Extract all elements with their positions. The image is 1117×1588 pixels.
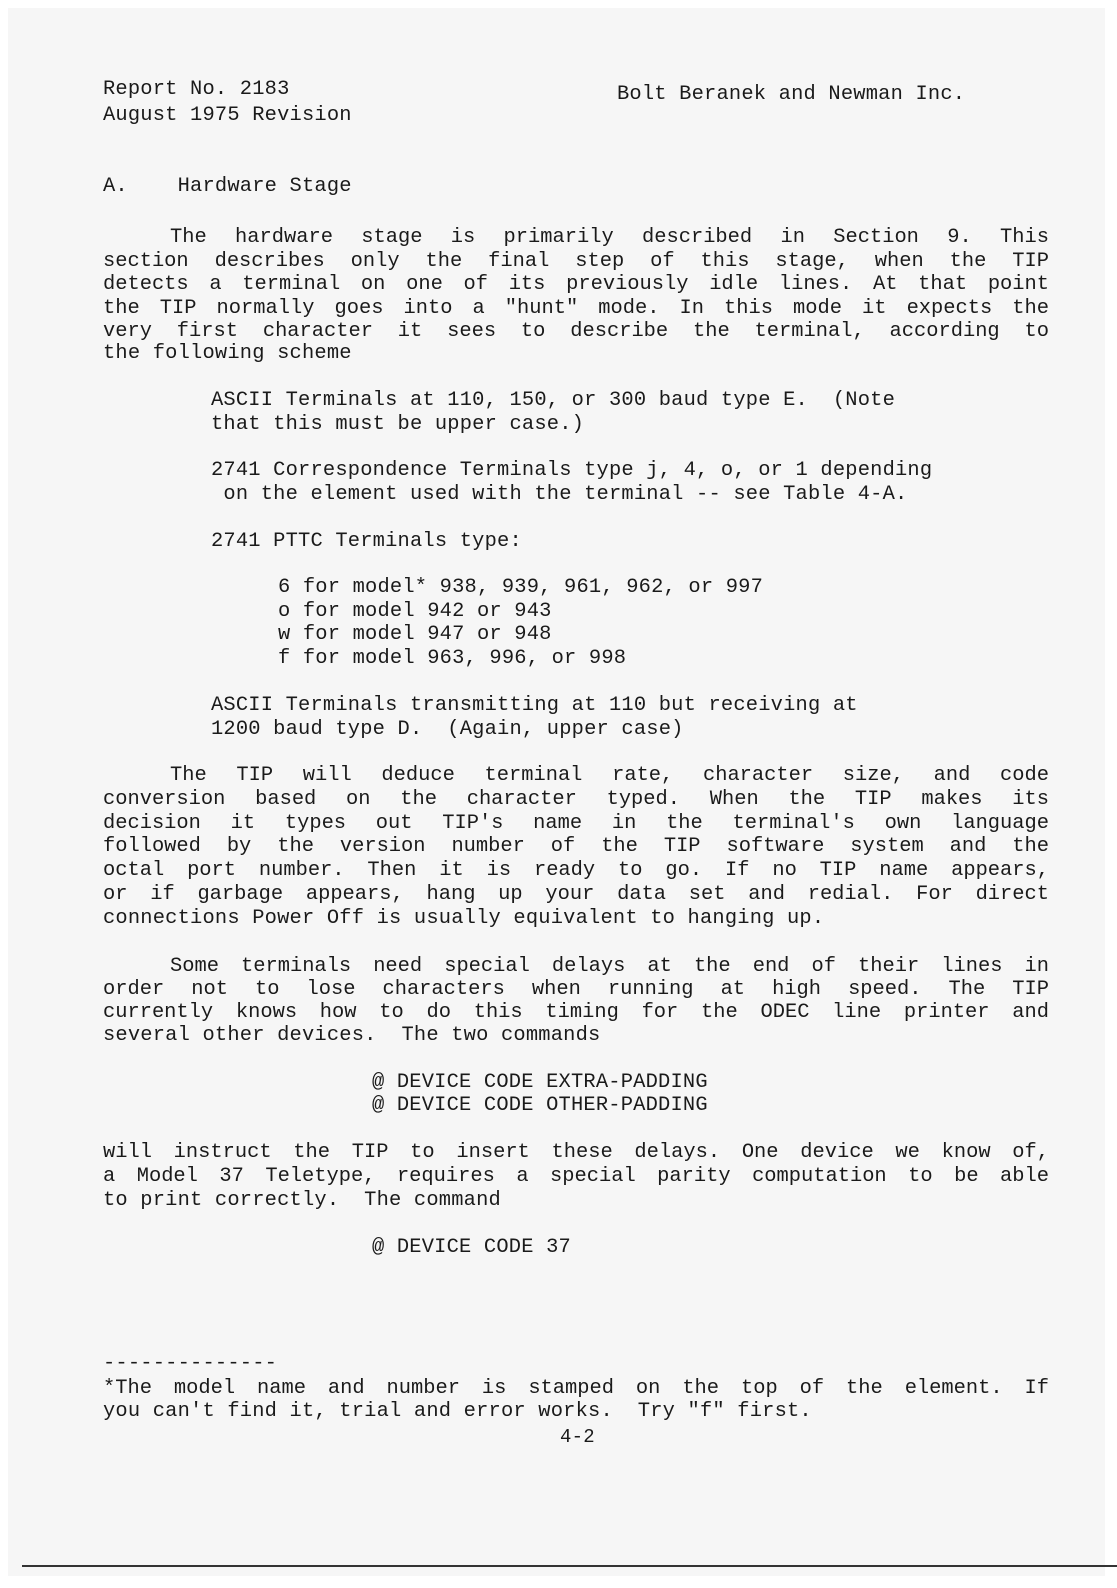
padding-command: @ DEVICE CODE OTHER-PADDING <box>372 1094 708 1117</box>
instruct-line: will instruct the TIP to insert these delays. One device we know of, <box>103 1141 1049 1164</box>
scheme-pttc-heading: 2741 PTTC Terminals type: <box>211 530 522 553</box>
intro-line: detects a terminal on one of its previously idle lines. At that point <box>103 273 1049 296</box>
scheme-ascii-line: that this must be upper case.) <box>211 413 585 436</box>
intro-line: very first character it sees to describe the terminal, according to <box>103 320 1049 343</box>
intro-line: The hardware stage is primarily described in Section 9. This <box>170 226 1049 249</box>
intro-line: the TIP normally goes into a "hunt" mode. In this mode it expects the <box>103 297 1049 320</box>
scheme-ascii-line: ASCII Terminals at 110, 150, or 300 baud type E. (Note <box>211 389 896 412</box>
deduce-line: followed by the version number of the TIP software system and the <box>103 835 1049 858</box>
pttc-model-line: o for model 942 or 943 <box>278 600 552 623</box>
padding-command: @ DEVICE CODE EXTRA-PADDING <box>372 1071 708 1094</box>
deduce-line: octal port number. Then it is ready to go. If no TIP name appears, <box>103 859 1049 882</box>
delays-line: order not to lose characters when running at high speed. The TIP <box>103 978 1049 1001</box>
pttc-model-line: w for model 947 or 948 <box>278 623 552 646</box>
footnote-line: *The model name and number is stamped on the top of the element. If <box>103 1377 1049 1400</box>
instruct-line: a Model 37 Teletype, requires a special parity computation to be able <box>103 1165 1049 1188</box>
scheme-correspondence-line: 2741 Correspondence Terminals type j, 4, o, or 1 depending <box>211 459 933 482</box>
footnote-line: you can't find it, trial and error works. Try "f" first. <box>103 1400 812 1423</box>
scheme-correspondence-line: on the element used with the terminal -- see Table 4-A. <box>211 483 908 506</box>
scheme-ascii-split-line: ASCII Terminals transmitting at 110 but receiving at <box>211 694 858 717</box>
report-number: Report No. 2183 <box>103 78 290 101</box>
deduce-line: connections Power Off is usually equivalent to hanging up. <box>103 907 825 930</box>
device37-command: @ DEVICE CODE 37 <box>372 1236 571 1259</box>
pttc-model-line: f for model 963, 996, or 998 <box>278 647 627 670</box>
pttc-model-line: 6 for model* 938, 939, 961, 962, or 997 <box>278 576 764 599</box>
footnote-rule: -------------- <box>103 1352 278 1375</box>
company-name: Bolt Beranek and Newman Inc. <box>617 83 966 106</box>
section-heading: A. Hardware Stage <box>103 175 352 198</box>
bottom-rule <box>22 1565 1117 1567</box>
delays-line: several other devices. The two commands <box>103 1024 601 1047</box>
intro-line: the following scheme <box>103 342 352 365</box>
delays-line: Some terminals need special delays at the end of their lines in <box>170 955 1049 978</box>
intro-line: section describes only the final step of this stage, when the TIP <box>103 250 1049 273</box>
delays-line: currently knows how to do this timing for the ODEC line printer and <box>103 1001 1049 1024</box>
deduce-line: conversion based on the character typed. When the TIP makes its <box>103 788 1049 811</box>
page-number: 4-2 <box>560 1426 595 1448</box>
scheme-ascii-split-line: 1200 baud type D. (Again, upper case) <box>211 718 684 741</box>
deduce-line: decision it types out TIP's name in the terminal's own language <box>103 812 1049 835</box>
revision-date: August 1975 Revision <box>103 104 352 127</box>
deduce-line: The TIP will deduce terminal rate, character size, and code <box>170 764 1049 787</box>
instruct-line: to print correctly. The command <box>103 1189 501 1212</box>
deduce-line: or if garbage appears, hang up your data set and redial. For direct <box>103 883 1049 906</box>
